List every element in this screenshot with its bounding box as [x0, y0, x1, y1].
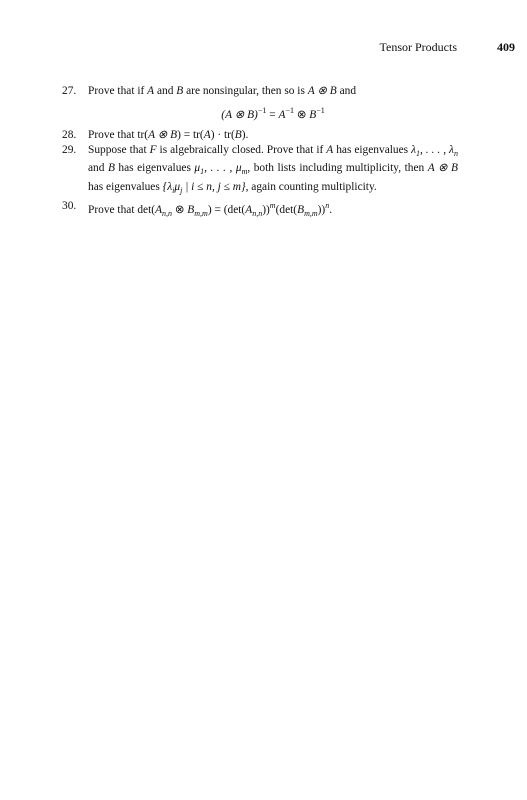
exercise-30	[62, 199, 458, 222]
text: ))	[317, 203, 326, 216]
text: ).	[241, 129, 249, 142]
text: ) · tr(	[210, 129, 235, 142]
exercise-number: 28.	[62, 129, 77, 142]
text: Prove that tr(	[88, 129, 149, 142]
text: ) = tr(	[177, 129, 204, 142]
subscript: m,m	[194, 208, 208, 218]
text: ) = (det(	[207, 203, 246, 216]
math-expr: , . . . , μ	[204, 162, 242, 175]
exponent: m	[269, 200, 276, 210]
math-var: A	[245, 203, 253, 216]
text: (det(	[275, 203, 298, 216]
math-var: λ	[411, 143, 416, 156]
math-var: B	[176, 85, 184, 97]
text: and	[88, 162, 108, 175]
math-var: A	[278, 108, 286, 121]
exercise-list	[62, 84, 458, 221]
text: has eigenvalues	[114, 162, 195, 175]
exercise-27	[62, 84, 458, 122]
subscript: 1	[200, 167, 205, 177]
exercise-text	[88, 143, 458, 199]
math-var: μ	[174, 180, 181, 193]
subscript: 1	[416, 148, 420, 158]
tensor-symbol: ⊗	[293, 108, 310, 121]
math-expr: A ⊗ B	[427, 162, 458, 175]
math-expr: , . . . , λ	[420, 143, 454, 156]
exercise-text	[88, 84, 458, 99]
text: Prove that if	[88, 85, 148, 97]
text: and	[336, 85, 357, 97]
page-number: 409	[497, 40, 515, 54]
math-var: B	[107, 162, 115, 175]
math-expr: A ⊗ B	[148, 129, 178, 142]
math-var: A	[155, 203, 163, 216]
display-equation	[88, 104, 458, 123]
exercise-number: 29.	[62, 143, 77, 156]
exponent: −1	[257, 105, 267, 115]
exercise-number: 27.	[62, 85, 77, 97]
exercise-text	[88, 199, 458, 222]
exercise-29	[62, 143, 458, 199]
text: is algebraically closed. Prove that if	[156, 143, 327, 156]
math-var: B	[309, 108, 317, 121]
text: Suppose that	[88, 143, 150, 156]
text: ))	[262, 203, 270, 216]
running-title: Tensor Products	[379, 40, 457, 54]
exercise-text	[88, 128, 458, 143]
math-var: B	[297, 203, 305, 216]
math-var: μ	[194, 162, 201, 175]
page-header	[0, 40, 527, 56]
text: Prove that det(	[88, 203, 156, 216]
subscript: m	[241, 167, 248, 177]
text: and	[154, 85, 177, 97]
equation-lhs: (A ⊗ B)	[221, 108, 258, 121]
math-var: F	[149, 143, 157, 156]
exercise-number: 30.	[62, 199, 77, 212]
subscript: n,n	[162, 208, 173, 218]
subscript: i	[172, 185, 175, 195]
text: has eigenvalues	[333, 143, 412, 156]
text: has eigenvalues	[88, 180, 163, 193]
math-var: A	[203, 129, 211, 142]
math-expr: {λ	[162, 180, 173, 193]
exponent: −1	[285, 105, 294, 115]
subscript: j	[180, 185, 183, 195]
math-expr: | i ≤ n, j ≤ m}	[182, 180, 246, 193]
exponent: −1	[316, 105, 325, 115]
text: .	[329, 203, 333, 216]
subscript: n	[453, 148, 458, 158]
math-var: A	[147, 85, 155, 97]
equals-sign: =	[266, 108, 279, 121]
text: are nonsingular, then so is	[183, 85, 308, 97]
text: , again counting multiplicity.	[245, 180, 377, 193]
tensor-symbol: ⊗	[172, 203, 188, 216]
subscript: m,m	[304, 208, 318, 218]
math-var: A	[326, 143, 334, 156]
math-var: B	[187, 203, 195, 216]
exercise-28	[62, 128, 458, 143]
text: , both lists including multiplicity, then	[247, 162, 428, 175]
math-expr: A ⊗ B	[307, 85, 337, 97]
exponent: n	[325, 200, 330, 210]
subscript: n,n	[252, 208, 263, 218]
math-var: B	[234, 129, 242, 142]
